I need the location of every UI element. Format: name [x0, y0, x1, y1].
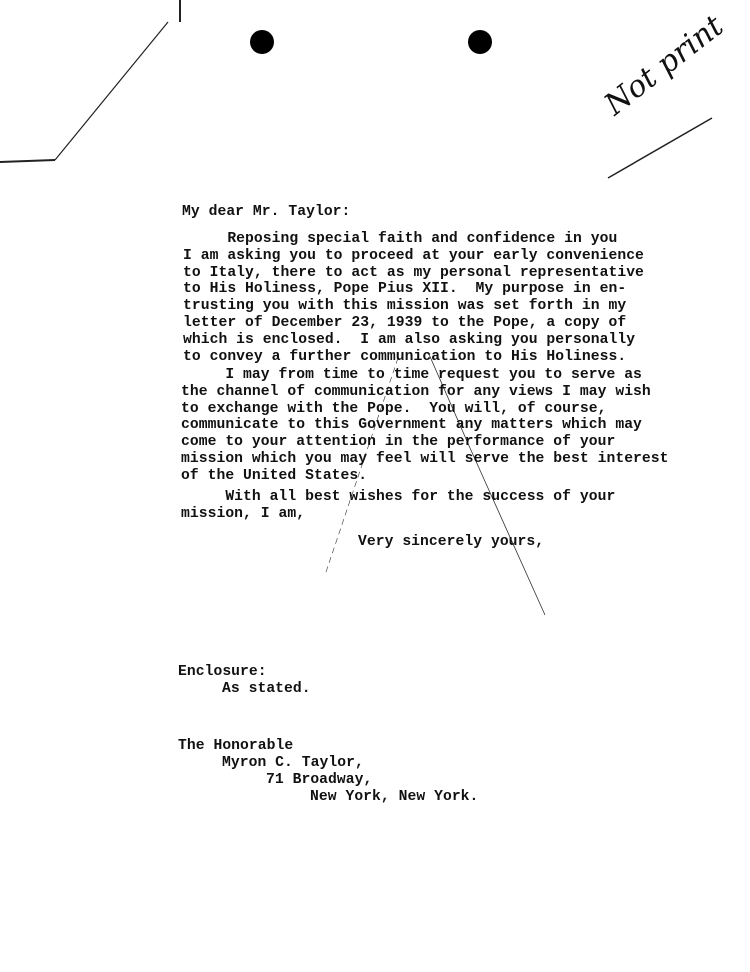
- text-line: come to your attention in the performance of your: [181, 434, 616, 451]
- corner-fold-line: [0, 160, 55, 162]
- text-line: letter of December 23, 1939 to the Pope, a copy of: [183, 314, 627, 331]
- handwritten-annotation: Not print: [598, 8, 731, 123]
- text-line: I am asking you to proceed at your early convenience: [183, 247, 644, 264]
- closing: Very sincerely yours,: [358, 534, 545, 550]
- text-line: I may from time to time request you to serve as: [181, 367, 642, 383]
- text-line: to His Holiness, Pope Pius XII. My purpose in en-: [183, 281, 627, 298]
- text-line: to convey a further communication to His Holiness.: [183, 348, 627, 365]
- text-line: communicate to this Government any matters which may: [181, 417, 642, 434]
- address-line: 71 Broadway,: [266, 772, 373, 788]
- paragraph-1: [183, 231, 644, 365]
- text-line: trusting you with this mission was set forth in my: [183, 298, 627, 315]
- text-line: of the United States.: [181, 467, 368, 484]
- text-line: With all best wishes for the success of your: [181, 489, 616, 505]
- enclosure-label: Enclosure:: [178, 664, 267, 680]
- text-line: to Italy, there to act as my personal representative: [183, 264, 644, 281]
- text-line: which is enclosed. I am also asking you personally: [183, 331, 636, 348]
- punch-hole: [468, 30, 492, 54]
- underline-stroke: [608, 118, 712, 178]
- text-line: the channel of communication for any views I may wish: [181, 383, 651, 400]
- text-line: Reposing special faith and confidence in you: [183, 231, 618, 247]
- paragraph-2: [181, 367, 669, 485]
- salutation: My dear Mr. Taylor:: [182, 204, 351, 220]
- enclosure-value: As stated.: [222, 681, 311, 697]
- address-line: The Honorable: [178, 738, 294, 754]
- text-line: to exchange with the Pope. You will, of course,: [181, 400, 607, 417]
- text-line: mission which you may feel will serve the best interest: [181, 450, 669, 467]
- address-line: Myron C. Taylor,: [222, 755, 364, 771]
- punch-hole: [250, 30, 274, 54]
- corner-fold-line: [55, 22, 168, 160]
- text-line: mission, I am,: [181, 505, 306, 522]
- paragraph-3: [181, 489, 615, 523]
- address-line: New York, New York.: [310, 789, 479, 805]
